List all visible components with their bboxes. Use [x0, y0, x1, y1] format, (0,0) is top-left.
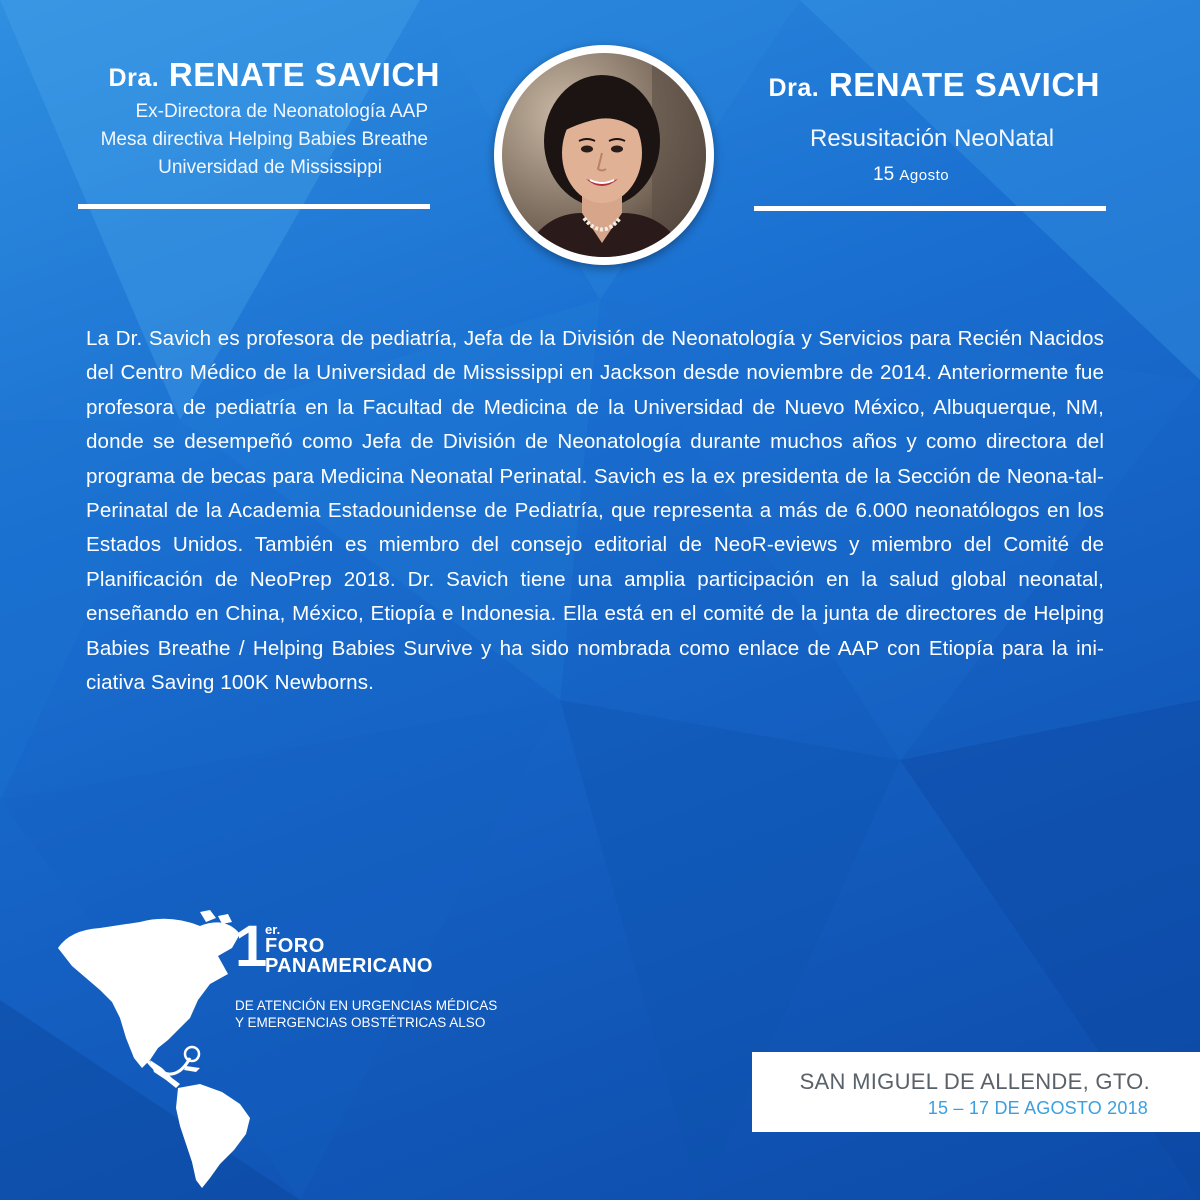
speaker-name-left: Dra. RENATE SAVICH [108, 56, 440, 93]
session-info-right [755, 65, 1100, 191]
divider-left [78, 204, 430, 209]
speaker-biography: La Dr. Savich es profesora de pediatría, Jefa de la División de Neonatología y Servicios para Recién Nacidos del Centro Médico de la Universidad de Mississippi en Jackson desde noviembre de 2014. Anteriormente fue profesora de pediatría en la Facultad de Medicina de la Universidad de Nuevo México, Albuquerque, NM, donde se desempeñó como Jefa de División de Neonatología durante muchos años y como directora del programa de becas para Medicina Neonatal Perinatal. Savich es la ex presidenta de la Sección de Neona-tal-Perinatal de la Academia Estadounidense de Pediatría, que representa a más de 6.000 neonatólogos en los Estados Unidos. También es miembro del consejo editorial de NeoR-eviews y miembro del Comité de Planificación de NeoPrep 2018. Dr. Savich tiene una amplia participación en la salud global neonatal, enseñando en China, México, Etiopía e Indonesia. Ella está en el comité de la junta de directores de Helping Babies Breathe / Helping Babies Survive y ha sido nombrada como enlace de AAP con Etiopía para la ini-ciativa Saving 100K Newborns. [86, 327, 1104, 695]
speaker-portrait [494, 45, 714, 265]
speaker-board: Mesa directiva Helping Babies Breathe [100, 129, 428, 150]
speaker-role: Ex-Directora de Neonatología AAP [135, 101, 428, 122]
venue-dates: 15 – 17 DE AGOSTO 2018 [927, 1098, 1148, 1118]
logo-number: 1 [235, 914, 268, 979]
logo-foro: FORO [265, 935, 325, 957]
venue-box [752, 1052, 1200, 1132]
portrait-illustration [502, 53, 706, 257]
venue-city: SAN MIGUEL DE ALLENDE, GTO. [799, 1069, 1150, 1094]
logo-subtitle-2: Y EMERGENCIAS OBSTÉTRICAS ALSO [235, 1015, 486, 1030]
divider-right [754, 206, 1106, 211]
talk-title: Resusitación NeoNatal [810, 125, 1055, 152]
logo-subtitle-1: DE ATENCIÓN EN URGENCIAS MÉDICAS [235, 998, 498, 1013]
speaker-info-left [60, 55, 440, 182]
talk-date: 15 Agosto [873, 164, 950, 185]
speaker-university: Universidad de Mississippi [158, 157, 382, 178]
logo-ordinal: er. [265, 922, 281, 937]
logo-panamericano: PANAMERICANO [265, 955, 433, 977]
speaker-name-right: Dra. RENATE SAVICH [768, 66, 1100, 103]
